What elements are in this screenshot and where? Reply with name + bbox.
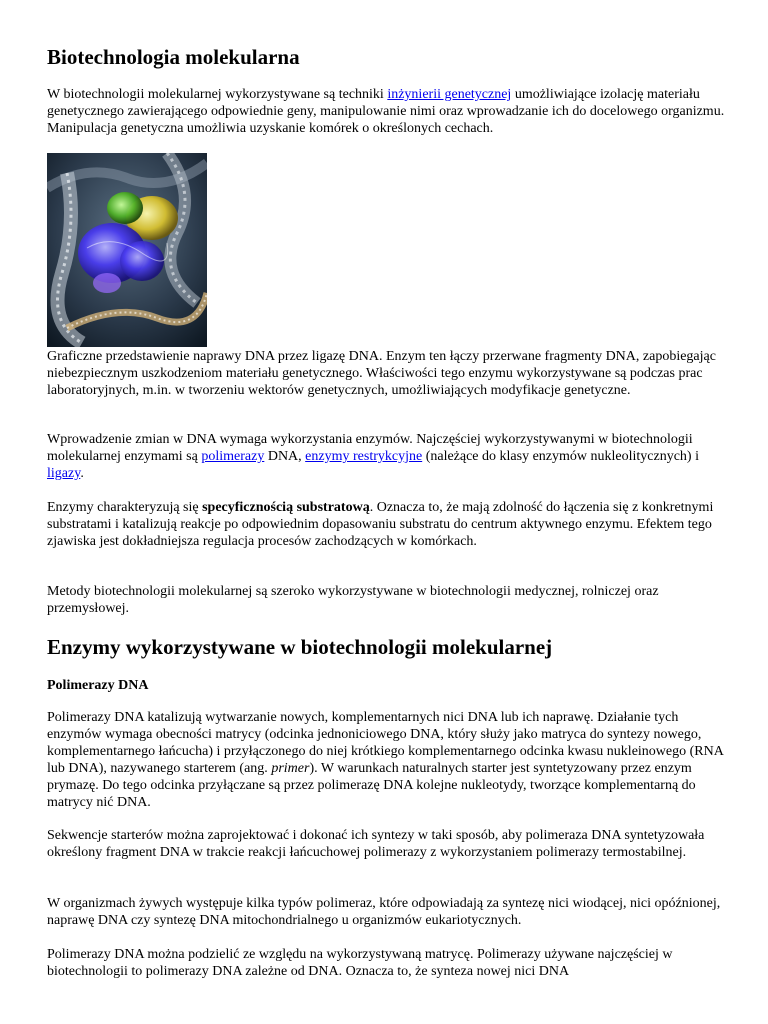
primer-italic: primer (271, 761, 310, 776)
enzymes-text-1: Wprowadzenie zmian w DNA wymaga wykorzystania enzymów. Najczęściej wykorzystywanymi w biotechnologii molekularnej enzymami są (47, 432, 693, 464)
ligase-link[interactable]: ligazy (47, 466, 81, 481)
polymerase-paragraph-2: Sekwencje starterów można zaprojektować i dokonać ich syntezy w taki sposób, aby polimeraza DNA syntetyzowała określony fragment DNA w trakcie reakcji łańcuchowej polimerazy z wykorzystaniem polimerazy termostabilnej. (47, 828, 705, 860)
methods-paragraph: Metody biotechnologii molekularnej są szeroko wykorzystywane w biotechnologii medycznej, rolniczej oraz przemysłowej. (47, 584, 659, 616)
intro-paragraph (47, 86, 727, 137)
enzymes-paragraph (47, 431, 727, 482)
polymerase-paragraph-4: Polimerazy DNA można podzielić ze względu na wykorzystywaną matrycę. Polimerazy używane najczęściej w biotechnologii to polimerazy DNA zależne od DNA. Oznacza to, że synteza nowej nici DNA (47, 947, 673, 979)
polymerase-p1-after: ). W warunkach naturalnych starter jest syntetyzowany przez enzym prymazę. Do tego odcinka przyłączane są przez polimerazę DNA kolejne nukleotydy, tworzące komplementarną do matrycy nić DNA. (47, 761, 696, 810)
enzymes-text-3: (należące do klasy enzymów nukleolitycznych) i (422, 449, 699, 464)
subsection-title-polymerases: Polimerazy DNA (47, 678, 149, 693)
polymerase-link[interactable]: polimerazy (201, 449, 265, 464)
dna-ligase-illustration-icon (47, 153, 207, 347)
intro-text-before: W biotechnologii molekularnej wykorzystywane są techniki (47, 87, 388, 102)
specificity-bold-term: specyficznością substratową (202, 500, 370, 515)
specificity-text-before: Enzymy charakteryzują się (47, 500, 203, 515)
figure-caption: Graficzne przedstawienie naprawy DNA przez ligazę DNA. Enzym ten łączy przerwane fragmenty DNA, zapobiegając niebezpiecznym uszkodzeniom materiału genetycznego. Właściwości tego enzymu wykorzystywane są podczas prac laboratoryjnych, m.in. w tworzeniu wektorów genetycznych, umożliwiających modyfikacje genetyczne. (47, 349, 716, 398)
enzymes-text-4: . (80, 466, 84, 481)
polymerase-paragraph-3: W organizmach żywych występuje kilka typów polimeraz, które odpowiadają za syntezę nici wiodącej, nici opóźnionej, naprawę DNA czy syntezę DNA mitochondrialnego u organizmów eukariotycznych. (47, 896, 721, 928)
genetic-engineering-link[interactable]: inżynierii genetycznej (387, 87, 512, 102)
section-title-enzymes: Enzymy wykorzystywane w biotechnologii molekularnej (47, 635, 553, 659)
specificity-text-after: . Oznacza to, że mają zdolność do łączenia się z konkretnymi substratami i katalizują reakcje po odpowiednim dopasowaniu substratu do centrum aktywnego enzymu. Efektem tego zjawiska jest dokładniejsza regulacja procesów zachodzących w komórkach. (47, 500, 714, 549)
restriction-enzymes-link[interactable]: enzymy restrykcyjne (305, 449, 423, 464)
specificity-paragraph (47, 499, 727, 550)
polymerase-p1-before: Polimerazy DNA katalizują wytwarzanie nowych, komplementarnych nici DNA lub ich naprawę. Działanie tych enzymów wymaga obecności matrycy (odcinka jednoniciowego DNA, który służy jako matryca do syntezy nowego, komplementarnego łańcucha) i przyłączonego do niej krótkiego komplementarnego odcinka kwasu nukleinowego (RNA lub DNA), nazywanego starterem (ang. (47, 710, 724, 776)
polymerase-paragraph-1 (47, 709, 727, 811)
intro-text-after: umożliwiające izolację materiału genetycznego zawierającego odpowiednie geny, manipulowanie nimi oraz wprowadzanie ich do docelowego organizmu. Manipulacja genetyczna umożliwia uzyskanie komórek o określonych cechach. (47, 87, 725, 136)
page-title: Biotechnologia molekularna (47, 45, 300, 69)
enzymes-text-2: DNA, (264, 449, 306, 464)
